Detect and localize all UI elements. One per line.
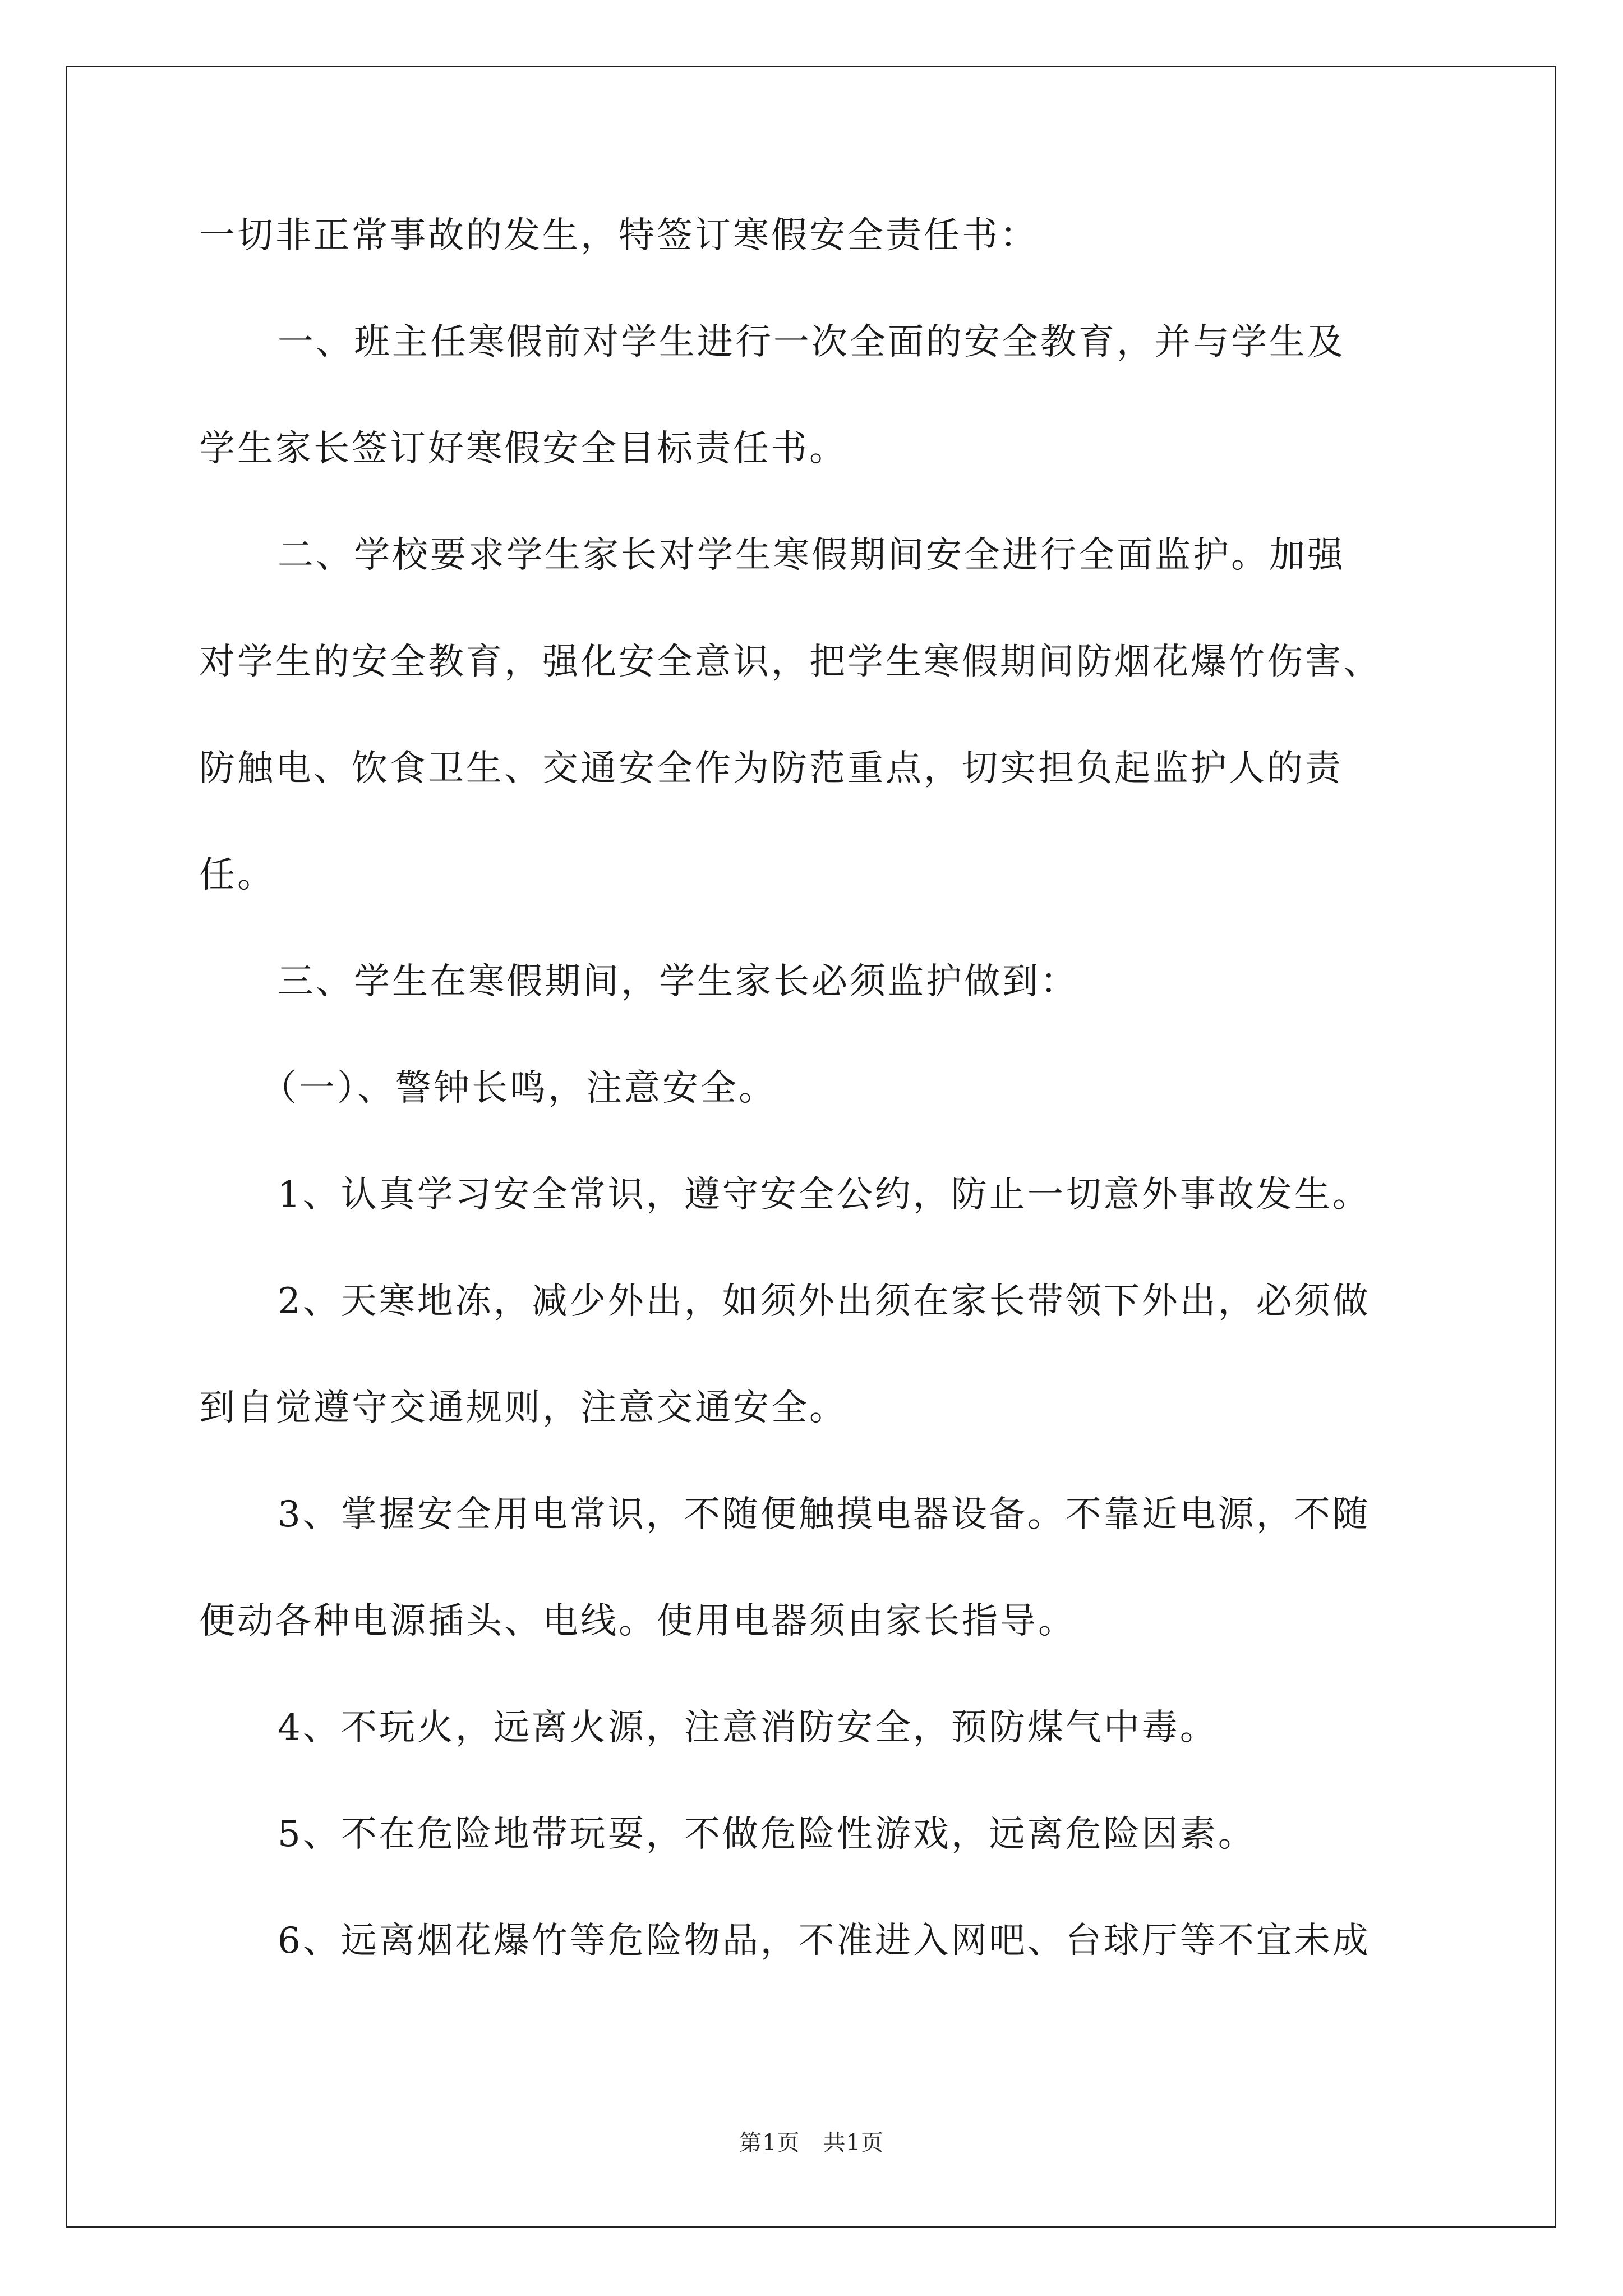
text-line: 三、学生在寒假期间，学生家长必须监护做到： (278, 961, 1078, 1002)
text-line: 到自觉遵守交通规则，注意交通安全。 (199, 1387, 847, 1429)
text-line: 6、远离烟花爆竹等危险物品，不准进入网吧、台球厅等不宜未成 (278, 1920, 1371, 1962)
text-line: 3、掌握安全用电常识，不随便触摸电器设备。不靠近电源，不随 (278, 1494, 1371, 1535)
text-line: 便动各种电源插头、电线。使用电器须由家长指导。 (199, 1600, 1076, 1642)
text-line: 任。 (199, 854, 275, 896)
text-line: （一）、警钟长鸣，注意安全。 (261, 1068, 777, 1109)
text-line: 5、不在危险地带玩耍，不做危险性游戏，远离危险因素。 (278, 1814, 1256, 1855)
page-number-footer: 第1页 共1页 (739, 2130, 884, 2156)
text-line: 二、学校要求学生家长对学生寒假期间安全进行全面监护。加强 (278, 535, 1345, 576)
page-border (66, 66, 1556, 2228)
text-line: 一切非正常事故的发生，特签订寒假安全责任书： (199, 215, 1038, 256)
text-line: 4、不玩火，远离火源，注意消防安全，预防煤气中毒。 (278, 1707, 1218, 1749)
text-line: 一、班主任寒假前对学生进行一次全面的安全教育，并与学生及 (278, 321, 1345, 363)
text-line: 对学生的安全教育，强化安全意识，把学生寒假期间防烟花爆竹伤害、 (199, 641, 1381, 683)
text-line: 防触电、饮食卫生、交通安全作为防范重点，切实担负起监护人的责 (199, 748, 1343, 789)
text-line: 2、天寒地冻，减少外出，如须外出须在家长带领下外出，必须做 (278, 1281, 1371, 1322)
text-line: 学生家长签订好寒假安全目标责任书。 (199, 428, 847, 470)
text-line: 1、认真学习安全常识，遵守安全公约，防止一切意外事故发生。 (278, 1174, 1371, 1216)
